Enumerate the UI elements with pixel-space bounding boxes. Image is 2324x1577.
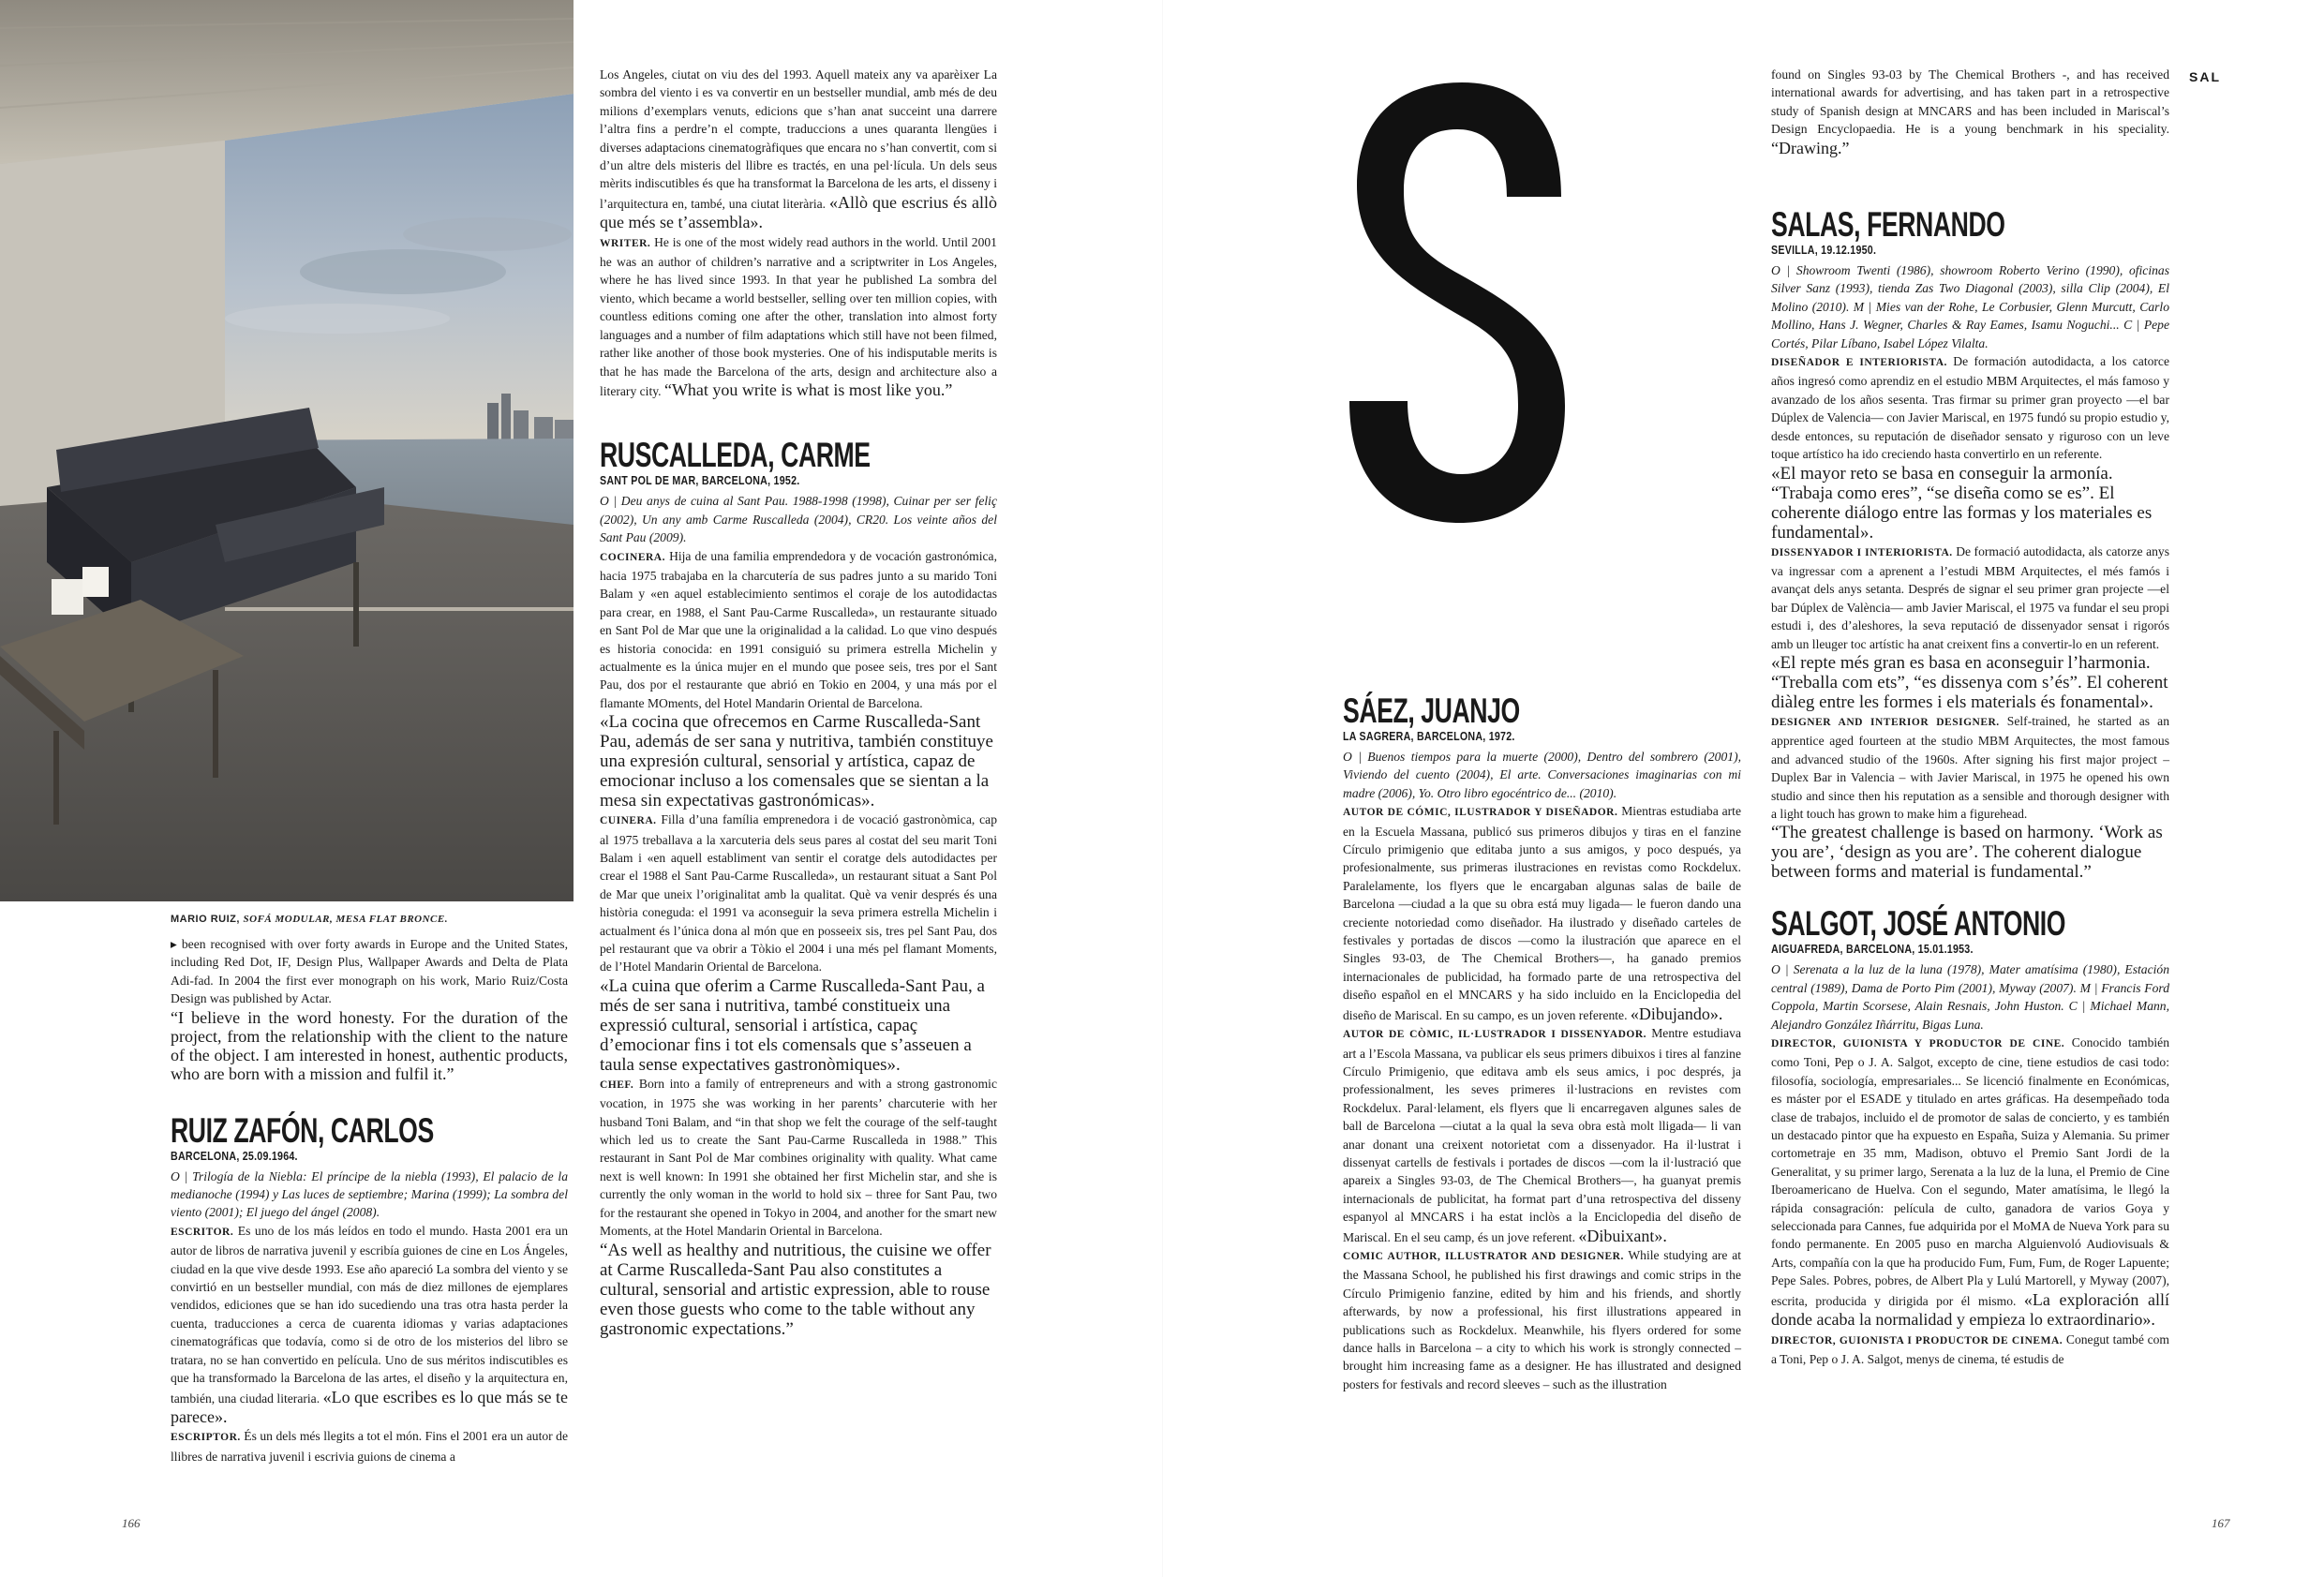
- column-left-1: [171, 935, 568, 1465]
- zafon-text-ca-b: Los Angeles, ciutat on viu des del 1993. Aquell mateix any va aparèixer La sombra del viento i es va convertir en un bestseller mundial, amb més de deu milions d’exemplars venuts, edicions que s’han anat succeint una darrere l’altra fins a perdre’n el compte, traduccions a unes quaranta llengües i diverses adaptacions cinematogràfiques que encara no s’han convertit, com si d’un altre dels misteris del llibre es tractés, en una pel·lícula. Un dels seus mèrits indiscutibles és que ha transformat la Barcelona de les arts, el disseny i l’arquitectura en, també, una ciutat literària.: [600, 67, 997, 211]
- tag-cocinera: COCINERA.: [600, 551, 665, 563]
- page-gutter: [1162, 0, 1163, 1577]
- ruscalleda-text-en: Born into a family of entrepreneurs and with a strong gastronomic vocation, in 1975 she was working in her parents’ charcuterie with her husband Toni Balam, and “in that shop we felt the courage of the self-taught which led us to create the Sant Pau-Carme Ruscalleda in 1988.” This restaurant in Sant Pol de Mar combines originality with quality. What came next is well known: In 1991 she obtained her first Michelin star, and she is currently the only woman in the world to hold six – three for Sant Pau, two for the restaurant she opened in Tokyo in 2004, and another for the smart new Moments, at the Hotel Mandarin Oriental in Barcelona.: [600, 1076, 997, 1239]
- ruscalleda-quote-ca: «La cuina que oferim a Carme Ruscalleda-Sant Pau, a més de ser sana i nutritiva, també constitueix una expressió cultural, sensorial i artística, capaç d’emocionar fins i tot els comensals que s’asseuen a taula sense expectatives gastronòmiques».: [600, 975, 985, 1075]
- entry-works-salas: O | Showroom Twenti (1986), showroom Roberto Verino (1990), oficinas Silver Sanz (1993), tienda Zas Two Diagonal (2003), silla Clip (2004), El Molino (2010). M | Mies van der Rohe, Le Corbusier, Glenn Murcutt, Carlo Mollino, Hans J. Wegner, Charles & Ray Eames, Isamu Noguchi... C | Pepe Cortés, Pilar Líbano, Isabel López Vilalta.: [1771, 263, 2169, 350]
- ruscalleda-text-es: Hija de una familia emprendedora y de vocación gastronómica, hacia 1975 trabajaba en la charcutería de sus padres junto a su marido Toni Balam y «en aquel establecimiento sentimos el coraje de los autodidactas para crear, en 1988, el Sant Pau-Carme Ruscalleda», un restaurante situado en Sant Pol de Mar que une la originalidad a la calidad. Lo que vino después es historia conocida: en 1991 consiguió su primera estrella Michelin y actualmente es la única mujer en el mundo que posee seis, tres por el Sant Pau, dos por el restaurante que abrió en Tokio en 2004, y una más por el flamante MOments, del Hotel Mandarin Oriental de Barcelona.: [600, 548, 997, 710]
- ruscalleda-quote-en: “As well as healthy and nutritious, the cuisine we offer at Carme Ruscalleda-Sant Pau also constitutes a cultural, sensorial and artistic expression, able to rouse even those guests who come to the table without any gastronomic expectations.”: [600, 1240, 991, 1339]
- ruscalleda-text-ca: Filla d’una família emprenedora i de vocació gastronòmica, cap al 1975 treballava a la xarcuteria dels seus pares al costat del seu marit Toni Balam i «en aquell establiment van sentir el coratge dels autodidactes per crear el 1988 el Sant Pau-Carme Ruscalleda», un restaurant situat a Sant Pol de Mar que uneix l’originalitat amb la qualitat. Què va venir després és una història coneguda: el 1991 va aconseguir la seva primera estrella Michelin i actualment és l’única dona al món que en posseeix sis, tres pel Sant Pau, dos pel restaurant que va obrir a Tòkio el 2004 i una més pel flamant Moments, de l’Hotel Mandarin Oriental de Barcelona.: [600, 812, 997, 974]
- column-right-1: [1343, 693, 1741, 1393]
- tag-writer: WRITER.: [600, 237, 651, 249]
- saez-quote-es: «Dibujando».: [1630, 1004, 1723, 1023]
- saez-quote-ca: «Dibuixant».: [1578, 1226, 1667, 1245]
- salas-quote-es: «El mayor reto se basa en conseguir la armonía. “Trabaja como eres”, “se diseña como se es”. El coherente diálogo entre las formas y los materiales es fundamental».: [1771, 463, 2153, 543]
- entry-works-salgot: O | Serenata a la luz de la luna (1978), Mater amatísima (1980), Estación central (1989), Dama de Porto Pim (2001), Myway (2007). M | Francis Ford Coppola, Martin Scorsese, Alain Resnais, John Huston. C | Michael Mann, Alejandro González Iñárritu, Bigas Luna.: [1771, 962, 2169, 1032]
- saez-text-en-b: found on Singles 93-03 by The Chemical Brothers -, and has received international awards for advertising, and has taken part in a retrospective study of Spanish design at MNCARS and has been included in Mariscal’s Design Encyclopaedia. He is a young benchmark in his speciality.: [1771, 67, 2169, 137]
- entry-name-ruiz-zafon: RUIZ ZAFÓN, CARLOS: [171, 1110, 434, 1150]
- salas-text-en: Self-trained, he started as an apprentice aged fourteen at the studio MBM Arquitectes, the most famous and advanced studio of the 1960s. After signing his first major project – Duplex Bar in Valencia – with Javier Mariscal, in 1975 he opened his own studio and since then his reputation as a sensible and thorough designer with a light touch has grown to make him a figurehead.: [1771, 713, 2169, 821]
- tag-escriptor: ESCRIPTOR.: [171, 1432, 241, 1444]
- column-right-2: [1771, 66, 2169, 1368]
- entry-works-ruscalleda: O | Deu anys de cuina al Sant Pau. 1988-1998 (1998), Cuinar per ser feliç (2002), Un any amb Carme Ruscalleda (2004), CR20. Los veinte años del Sant Pau (2009).: [600, 494, 997, 545]
- entry-place-saez: LA SAGRERA, BARCELONA, 1972.: [1343, 729, 1515, 743]
- saez-text-es: Mientras estudiaba arte en la Escuela Massana, publicó sus primeros dibujos y tiras en el fanzine Círculo primigenio que editaba junto a sus amigos, y poco después, ya profesionalmente, sus primeras ilustraciones en revistas como Rockdelux. Paralelamente, los flyers que le encargaban algunas salas de baile de Barcelona —ciudad a la que su obra está muy ligada— le fueron dando una creciente notoriedad como diseñador. Ha ilustrado y diseñado carteles de festivales y portadas de discos —como la ilustración que aparece en el Singles 93-03, de The Chemical Brothers—, ha ganado premios internacionales de publicidad, ha formado parte de una retrospectiva del diseño español en el MNCARS y ha sido incluido en la Enciclopedia del diseño de Mariscal. En su campo, es un joven referente.: [1343, 804, 1741, 1022]
- zafon-quote-es: «Lo que escribes es lo que más se te parece».: [171, 1387, 569, 1426]
- tag-director-ca: DIRECTOR, GUIONISTA I PRODUCTOR DE CINEMA.: [1771, 1334, 2063, 1346]
- zafon-quote-ca: «Allò que escrius és allò que més se t’assembla».: [600, 192, 997, 232]
- entry-name-salgot: SALGOT, JOSÉ ANTONIO: [1771, 904, 2066, 944]
- entry-name-salas: SALAS, FERNANDO: [1771, 205, 2005, 245]
- entry-works-ruiz-zafon: O | Trilogía de la Niebla: El príncipe de la niebla (1993), El palacio de la medianoche (1994) y Las luces de septiembre; Marina (1999); La sombra del viento (2001); El juego del ángel (2008).: [171, 1168, 568, 1220]
- entry-name-saez: SÁEZ, JUANJO: [1343, 692, 1520, 730]
- salgot-quote-es: «La exploración allí donde acaba la normalidad y empieza lo extraordinario».: [1771, 1289, 2169, 1330]
- tag-cuinera: CUINERA.: [600, 815, 657, 827]
- zafon-text-es: Es uno de los más leídos en todo el mundo. Hasta 2001 era un autor de libros de narrativa juvenil y escribía guiones de cine en Los Ángeles, ciudad en la que vive desde 1993. Ese año apareció La sombra del viento y se convirtió en un bestseller mundial, con más de diez millones de ejemplares vendidos, ediciones que se han ido sucediendo una tras otra hasta perder la cuenta, traducciones a cerca de cuarenta idiomas y varias adaptaciones cinematográficas que todavía, como si de otro de los misterios del libro se tratara, no se han convertido en película. Uno de sus méritos indiscutibles es que ha transformado la Barcelona de las artes, el diseño y la arquitectura en, también, una ciudad literaria.: [171, 1223, 568, 1406]
- saez-text-en-a: While studying are at the Massana School, he published his first drawings and comic strips in the Círculo Primigenio fanzine, edited by him and his friends, and shortly afterwards, by now a professional, his first illustrations appeared in publications such as Rockdelux. Meanwhile, his flyers ordered for some dance halls in Barcelona – a city to which his work is strongly connected – brought him increasing fame as a designer. He has illustrated and designed posters for festivals and record sleeves – such as the illustration: [1343, 1247, 1741, 1391]
- entry-place-ruiz-zafon: BARCELONA, 25.09.1964.: [171, 1148, 298, 1163]
- salas-quote-ca: «El repte més gran es basa en aconseguir l’harmonia. “Treballa com ets”, “es dissenya com s’és”. El coherent diàleg entre les formes i els materials és fonamental».: [1771, 652, 2168, 712]
- tag-autor-comic-ca: AUTOR DE CÒMIC, IL·LUSTRADOR I DISSENYADOR.: [1343, 1029, 1647, 1041]
- tag-escritor: ESCRITOR.: [171, 1226, 234, 1238]
- tag-comic-author-en: COMIC AUTHOR, ILLUSTRATOR AND DESIGNER.: [1343, 1250, 1624, 1262]
- column-left-2: [600, 66, 997, 1339]
- entry-name-ruscalleda: RUSCALLEDA, CARME: [600, 436, 871, 475]
- big-letter-s: [1349, 82, 1565, 523]
- zafon-quote-en: “What you write is what is most like you.”: [663, 379, 953, 399]
- page-number-left: 166: [122, 1516, 141, 1530]
- ruscalleda-quote-es: «La cocina que ofrecemos en Carme Ruscalleda-Sant Pau, además de ser sana y nutritiva, también constituye una expresión cultural, sensorial y artística, capaz de emocionar incluso a los comensales que se sientan a la mesa sin expectativas gastronómicas».: [600, 712, 993, 811]
- ruiz-quote: “I believe in the word honesty. For the duration of the project, from the relationship with the client to the nature of the object. I am interested in honest, authentic products, who are born with a mission and fulfil it.”: [171, 1007, 568, 1083]
- tag-disenador-es: DISEÑADOR E INTERIORISTA.: [1771, 357, 1947, 369]
- photo-caption: MARIO RUIZ, SOFÁ MODULAR, MESA FLAT BRONCE.: [171, 914, 448, 925]
- tag-autor-comic-es: AUTOR DE CÓMIC, ILUSTRADOR Y DISEÑADOR.: [1343, 807, 1618, 819]
- salgot-text-es: Conocido también como Toni, Pep o J. A. Salgot, excepto de cine, tiene estudios de casi todo: filosofía, sociología, empresariales... Se licenció finalmente en Económicas, es máster por el ESADE y titulado en artes gráficas. Ha desempeñado toda clase de trabajos, incluido el de promotor de salas de concierto, y es también un destacado pintor que ha expuesto en España, Suiza y Alemania. Su primer cortometraje en 35 mm, Madison, obtuvo el Premio Sant Jordi de la Generalitat, y su primer largo, Serenata a la luz de la luna, el Premio de Cine Iberoamericano de Huelva. Con el segundo, Mater amatísima, le llegó la rápida consagración: película de culto, ganadora de varios Goya y seleccionada para Cannes, fue adquirida por el MoMA de Nueva York para su fondo permanente. En 2005 puso en marcha Alguienvoló Audiovisuals & Arts, compañía con la que ha producido Fum, Fum, Fum, de Roger Lapuente; Pepe Sales. Pobres, pobres, de Albert Pla y Lulú Martorell, y Myway (2007), escrita, producida y dirigida por él mismo.: [1771, 1035, 2169, 1308]
- entry-place-ruscalleda: SANT POL DE MAR, BARCELONA, 1952.: [600, 473, 800, 488]
- sofa-photo: [0, 0, 574, 901]
- ruiz-continuation-text: ▸ been recognised with over forty awards in Europe and the United States, including Red Dot, IF, Design Plus, Wallpaper Awards and Delta de Plata Adi-fad. In 2004 the first ever monograph on his work, Mario Ruiz/Costa Design was published by Actar.: [171, 937, 568, 1006]
- salas-text-es: De formación autodidacta, a los catorce años ingresó como aprendiz en el estudio MBM Arquitectes, el más famoso y avanzado de los años sesenta. Tras firmar su primer gran proyecto —el bar Dúplex de Valencia— con Javier Mariscal, en 1975 fundó su propio estudio y, desde entonces, su reputación de diseñador sensato y riguroso con un leve toque artístico ha ido creciendo hasta convertirlo en un referente.: [1771, 354, 2169, 462]
- running-head: SAL: [2189, 69, 2221, 84]
- salas-text-ca: De formació autodidacta, als catorze anys va ingressar com a aprenent a l’estudi MBM Arquitectes, el més famós i avançat dels anys setanta. Després de signar el seu primer gran projecte —el bar Dúplex de València— amb Javier Mariscal, el 1975 va fundar el seu propi estudi i, des d’aleshores, la seva reputació de dissenyador sensat i rigorós amb un lleuger toc artístic ha anat creixent fins a convertir-lo en un referent.: [1771, 543, 2170, 651]
- tag-dissenyador-ca: DISSENYADOR I INTERIORISTA.: [1771, 546, 1953, 558]
- saez-quote-en: “Drawing.”: [1771, 138, 1850, 157]
- salas-quote-en: “The greatest challenge is based on harmony. ‘Work as you are’, ‘design as you are’. The coherent dialogue between forms and material is fundamental.”: [1771, 823, 2163, 883]
- salgot-text-ca: Conegut també com a Toni, Pep o J. A. Salgot, menys de cinema, té estudis de: [1771, 1332, 2170, 1366]
- tag-director-es: DIRECTOR, GUIONISTA Y PRODUCTOR DE CINE.: [1771, 1038, 2065, 1049]
- zafon-text-en: He is one of the most widely read authors in the world. Until 2001 he was an author of children’s narrative and a scriptwriter in Los Angeles, where he has lived since 1993. In that year he published La sombra del viento, which became a world bestseller, selling over ten million copies, with countless editions coming one after the other, translation into almost forty languages and a number of film adaptations which still have not been filmed, rather like another of those book mysteries. One of his indisputable merits is that he has made the Barcelona of the arts, design and architecture also a literary city.: [600, 234, 997, 398]
- entry-place-salas: SEVILLA, 19.12.1950.: [1771, 243, 1877, 258]
- saez-text-ca: Mentre estudiava art a l’Escola Massana, va publicar els seus primers dibuixos i tires al fanzine Círculo Primigenio, que editava amb els seus amics, i poc després, ja professionalment, les seves primeres il·lustracions en revistes com Rockdelux. Paral·lelament, els flyers que li encarregaven algunes sales de ball de Barcelona —ciutat a la qual la seva obra està molt lligada— li van anar donant una creixent notorietat com a dissenyador. Ha il·lustrat i dissenyat cartells de festivals i portades de discos —com la il·lustració que apareix a Singles 93-03, de The Chemical Brothers—, ha guanyat premis internacionals de publicitat, ha format part d’una retrospectiva del disseny espanyol al MNCARS i ha estat inclòs a la Enciclopedia del diseño de Mariscal. En el seu camp, és un jove referent.: [1343, 1026, 1741, 1244]
- zafon-text-ca-a: És un dels més llegits a tot el món. Fins el 2001 era un autor de llibres de narrativa juvenil i escrivia guions de cinema a: [171, 1429, 568, 1464]
- entry-works-saez: O | Buenos tiempos para la muerte (2000), Dentro del sombrero (2001), Viviendo del cuento (2004), El arte. Conversaciones imaginarias con mi madre (2006), Yo. Otro libro egocéntrico de... (2010).: [1343, 750, 1741, 800]
- tag-chef: CHEF.: [600, 1079, 634, 1091]
- tag-designer-en: DESIGNER AND INTERIOR DESIGNER.: [1771, 716, 2000, 728]
- entry-place-salgot: AIGUAFREDA, BARCELONA, 15.01.1953.: [1771, 942, 1974, 957]
- page-number-right: 167: [2212, 1516, 2230, 1530]
